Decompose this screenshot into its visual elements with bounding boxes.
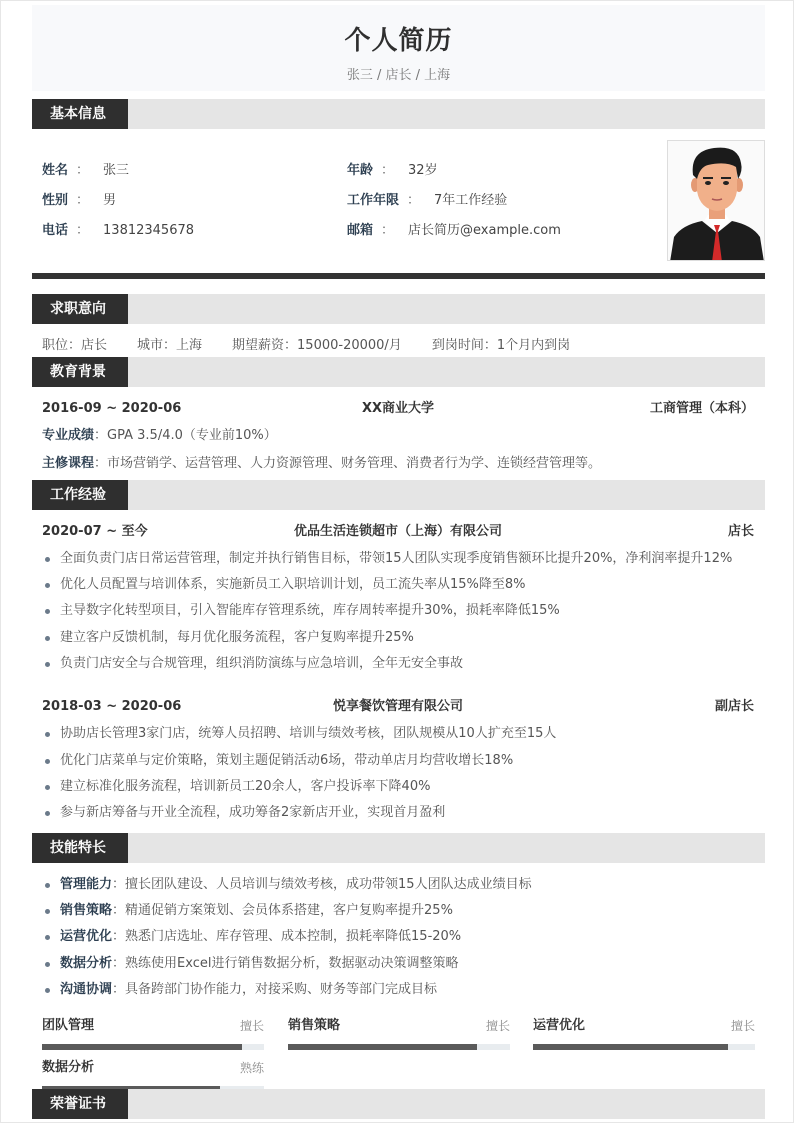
- work-bullet: 建立客户反馈机制，每月优化服务流程，客户复购率提升25%: [42, 629, 414, 647]
- section-title-education: 教育背景: [32, 357, 128, 387]
- work-company: 悦享餐饮管理有限公司: [332, 699, 463, 714]
- resume-header: [32, 5, 765, 91]
- skill-bar-fill: [42, 1044, 242, 1050]
- work-role: 副店长: [714, 699, 754, 714]
- skill-bar: [288, 1017, 510, 1057]
- courses-label: 主修课程: [42, 456, 95, 471]
- skill-bar-fill: [533, 1044, 728, 1050]
- work-company: 优品生活连锁超市（上海）有限公司: [293, 524, 502, 539]
- work-period: 2020-07 ~ 至今: [42, 524, 148, 539]
- job-intent-row: [42, 337, 600, 355]
- skill-text: 精通促销方案策划、会员体系搭建，客户复购率提升25%: [125, 903, 453, 918]
- info-label: 年龄: [347, 163, 374, 178]
- skill-item: [42, 981, 437, 999]
- info-value: 店长简历@example.com: [408, 223, 561, 238]
- courses-value: 市场营销学、运营管理、人力资源管理、财务管理、消费者行为学、连锁经营管理等。: [107, 456, 602, 471]
- skill-bar-track: [288, 1044, 510, 1050]
- section-header-education: [32, 357, 765, 387]
- section-header-skills: [32, 833, 765, 863]
- resume-title: 个人简历: [344, 26, 453, 56]
- work-bullet: 优化人员配置与培训体系，实施新员工入职培训计划，员工流失率从15%降至8%: [42, 576, 526, 594]
- work-bullet: 建立标准化服务流程，培训新员工20余人，客户投诉率下降40%: [42, 778, 430, 796]
- resume-subtitle: 张三 / 店长 / 上海: [346, 68, 451, 83]
- work-bullet: 协助店长管理3家门店，统筹人员招聘、培训与绩效考核，团队规模从10人扩充至15人: [42, 725, 556, 743]
- section-header-intent: [32, 294, 765, 324]
- section-title-basic: 基本信息: [32, 99, 128, 129]
- skill-bar-level: 熟练: [239, 1061, 264, 1075]
- education-courses: 主修课程：市场营销学、运营管理、人力资源管理、财务管理、消费者行为学、连锁经营管理等。: [42, 456, 602, 471]
- info-colon: ：: [76, 193, 90, 208]
- skill-bar-name: 团队管理: [42, 1018, 95, 1033]
- section-divider: [32, 273, 765, 279]
- skill-label: 销售策略: [60, 903, 113, 918]
- info-email: [347, 222, 561, 240]
- section-header-work: [32, 480, 765, 510]
- info-age: [347, 162, 438, 180]
- work-bullet: 负责门店安全与合规管理，组织消防演练与应急培训，全年无安全事故: [42, 655, 463, 673]
- work-bullet: 主导数字化转型项目，引入智能库存管理系统，库存周转率提升30%，损耗率降低15%: [42, 602, 560, 620]
- skill-bar-track: [42, 1044, 264, 1050]
- skill-text: 熟悉门店选址、库存管理、成本控制，损耗率降低15-20%: [125, 929, 462, 944]
- skill-sep: ：: [112, 877, 126, 892]
- skill-bar-name: 销售策略: [288, 1018, 341, 1033]
- info-value: 张三: [103, 163, 130, 178]
- skill-bar-name: 运营优化: [533, 1018, 586, 1033]
- education-row: [42, 400, 754, 418]
- info-label: 性别: [42, 193, 69, 208]
- skill-bar-name: 数据分析: [42, 1060, 95, 1075]
- intent-salary: 期望薪资：15000-20000/月: [232, 338, 402, 353]
- work-row-1: [42, 523, 754, 541]
- skill-label: 数据分析: [60, 956, 113, 971]
- info-years: [347, 192, 507, 210]
- info-colon: ：: [381, 163, 395, 178]
- info-value: 32岁: [408, 163, 438, 178]
- section-header-honors: [32, 1089, 765, 1119]
- skill-sep: ：: [112, 929, 126, 944]
- intent-city: 城市：上海: [137, 338, 203, 353]
- education-gpa: 专业成绩：GPA 3.5/4.0（专业前10%）: [42, 428, 277, 443]
- work-role: 店长: [727, 524, 754, 539]
- skill-text: 擅长团队建设、人员培训与绩效考核，成功带领15人团队达成业绩目标: [125, 877, 532, 892]
- info-label: 姓名: [42, 163, 69, 178]
- section-header-basic: [32, 99, 765, 129]
- skill-bar-track: [533, 1044, 755, 1050]
- skill-text: 具备跨部门协作能力，对接采购、财务等部门完成目标: [125, 982, 438, 997]
- skill-sep: ：: [112, 982, 126, 997]
- info-colon: ：: [407, 193, 421, 208]
- skill-sep: ：: [112, 903, 126, 918]
- skill-bar: [533, 1017, 755, 1057]
- info-colon: ：: [76, 223, 90, 238]
- section-title-honors: 荣誉证书: [32, 1089, 128, 1119]
- section-title-skills: 技能特长: [32, 833, 128, 863]
- work-row-2: [42, 698, 754, 716]
- work-bullet: 参与新店筹备与开业全流程，成功筹备2家新店开业，实现首月盈利: [42, 804, 445, 822]
- gpa-label: 专业成绩: [42, 428, 95, 443]
- skill-text: 熟练使用Excel进行销售数据分析，数据驱动决策调整策略: [125, 956, 459, 971]
- skill-item: [42, 955, 458, 973]
- skill-sep: ：: [112, 956, 126, 971]
- avatar-photo: [667, 140, 765, 261]
- section-title-work: 工作经验: [32, 480, 128, 510]
- skill-bar-fill: [288, 1044, 477, 1050]
- intent-availability: 到岗时间：1个月内到岗: [431, 338, 571, 353]
- info-gender: [42, 192, 116, 210]
- work-bullet: 优化门店菜单与定价策略，策划主题促销活动6场，带动单店月均营收增长18%: [42, 752, 513, 770]
- skill-item: [42, 902, 453, 920]
- info-value: 男: [103, 193, 117, 208]
- skill-item: [42, 928, 461, 946]
- work-bullet: 全面负责门店日常运营管理，制定并执行销售目标，带领15人团队实现季度销售额环比提升20%，净利润率提升12%: [42, 550, 732, 568]
- skill-bar-level: 擅长: [239, 1019, 264, 1033]
- gpa-value: GPA 3.5/4.0（专业前10%）: [107, 428, 277, 443]
- section-title-intent: 求职意向: [32, 294, 128, 324]
- info-label: 邮箱: [347, 223, 374, 238]
- skill-label: 管理能力: [60, 877, 113, 892]
- info-colon: ：: [381, 223, 395, 238]
- info-phone: [42, 222, 194, 240]
- skill-item: [42, 876, 532, 894]
- education-school: XX商业大学: [361, 401, 435, 416]
- education-period: 2016-09 ~ 2020-06: [42, 401, 182, 416]
- skill-label: 运营优化: [60, 929, 113, 944]
- portrait-icon: [668, 141, 765, 261]
- info-value: 7年工作经验: [434, 193, 508, 208]
- work-period: 2018-03 ~ 2020-06: [42, 699, 182, 714]
- info-value: 13812345678: [103, 223, 195, 238]
- info-label: 电话: [42, 223, 69, 238]
- info-label: 工作年限: [347, 193, 400, 208]
- info-name: [42, 162, 129, 180]
- skill-bar-level: 擅长: [485, 1019, 510, 1033]
- skill-bar-level: 擅长: [730, 1019, 755, 1033]
- info-colon: ：: [76, 163, 90, 178]
- intent-position: 职位：店长: [42, 338, 108, 353]
- skill-label: 沟通协调: [60, 982, 113, 997]
- skill-bar: [42, 1017, 264, 1057]
- education-major: 工商管理（本科）: [649, 401, 754, 416]
